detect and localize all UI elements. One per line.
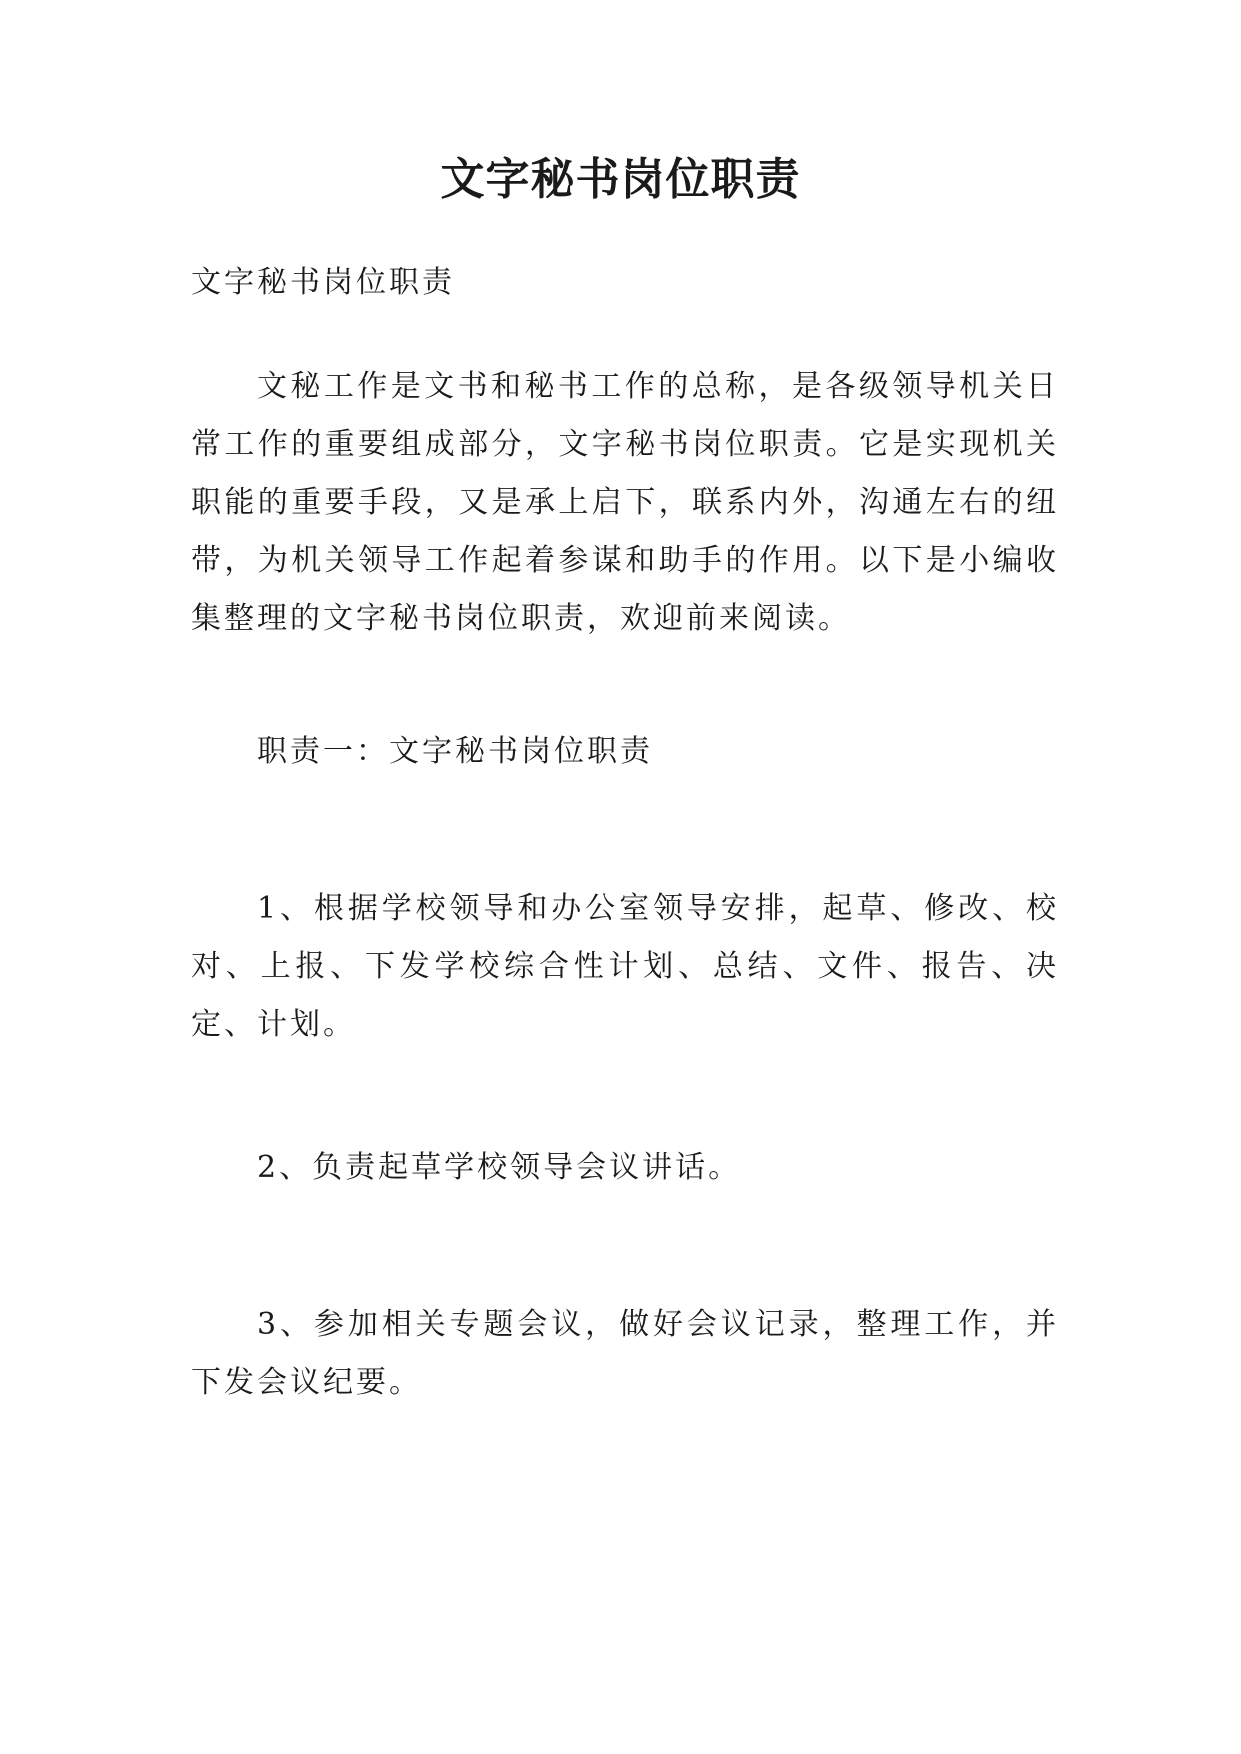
intro-paragraph: 文秘工作是文书和秘书工作的总称，是各级领导机关日常工作的重要组成部分，文字秘书岗位职责。它是实现机关职能的重要手段，又是承上启下，联系内外，沟通左右的纽带，为机关领导工作起着参谋和助手的作用。以下是小编收集整理的文字秘书岗位职责，欢迎前来阅读。 bbox=[191, 369, 1059, 636]
section-heading: 职责一：文字秘书岗位职责 bbox=[257, 734, 653, 769]
duty-item-2: 2、负责起草学校领导会议讲话。 bbox=[257, 1150, 742, 1185]
document-subtitle: 文字秘书岗位职责 bbox=[191, 265, 455, 300]
document-title: 文字秘书岗位职责 bbox=[440, 154, 801, 205]
duty-item-3: 3、参加相关专题会议，做好会议记录，整理工作，并下发会议纪要。 bbox=[191, 1307, 1059, 1400]
duty-item-1: 1、根据学校领导和办公室领导安排，起草、修改、校对、上报、下发学校综合性计划、总结、文件、报告、决定、计划。 bbox=[191, 891, 1059, 1042]
